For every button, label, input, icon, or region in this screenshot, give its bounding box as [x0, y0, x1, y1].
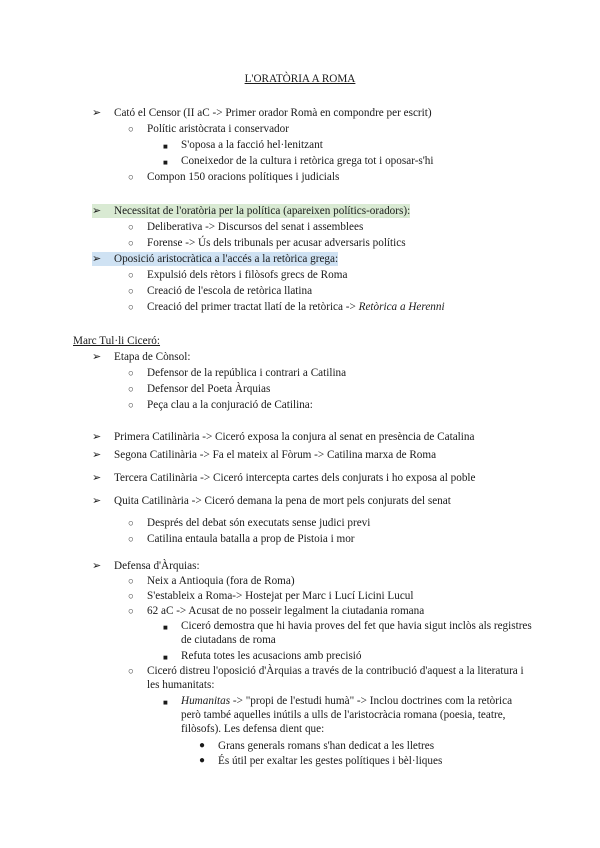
- arrow-bullet-icon: ➢: [92, 472, 102, 484]
- list-item: [128, 268, 347, 282]
- arrow-bullet-icon: ➢: [92, 449, 102, 461]
- list-item-text: Neix a Antioquia (fora de Roma): [147, 575, 295, 587]
- list-item: [128, 664, 538, 692]
- circle-bullet-icon: ○: [128, 401, 134, 411]
- list-item: [163, 154, 434, 168]
- list-item: [128, 284, 312, 298]
- list-item-text: Peça clau a la conjuració de Catilina:: [147, 399, 313, 411]
- list-item: [92, 448, 436, 462]
- page-title: L'ORATÒRIA A ROMA: [244, 73, 356, 85]
- circle-bullet-icon: ○: [128, 519, 134, 529]
- list-item-text: Quita Catilinària -> Ciceró demana la pena de mort pels conjurats del senat: [114, 495, 451, 507]
- list-item: [199, 754, 442, 768]
- circle-bullet-icon: ○: [128, 271, 134, 281]
- arrow-bullet-icon: ➢: [92, 252, 106, 266]
- list-item: [128, 220, 363, 234]
- circle-bullet-icon: ○: [128, 223, 134, 233]
- dot-bullet-icon: ●: [199, 755, 206, 766]
- square-bullet-icon: ■: [163, 158, 168, 167]
- circle-bullet-icon: ○: [128, 287, 134, 297]
- list-item-text: Forense -> Ús dels tribunals per acusar adversaris polítics: [147, 237, 406, 249]
- circle-bullet-icon: ○: [128, 607, 134, 617]
- list-item-text: Deliberativa -> Discursos del senat i assemblees: [147, 221, 364, 233]
- list-item-text: Tercera Catilinària -> Ciceró intercepta cartes dels conjurats i ho exposa al poble: [114, 472, 476, 484]
- circle-bullet-icon: ○: [128, 239, 134, 249]
- list-item-text: S'estableix a Roma-> Hostejat per Marc i Lucí Licini Lucul: [147, 590, 414, 602]
- list-item: [128, 398, 313, 412]
- list-item-text: Després del debat són executats sense judici previ: [147, 517, 371, 529]
- list-item: [92, 350, 190, 364]
- list-item: [128, 604, 424, 618]
- list-item: [92, 106, 432, 120]
- treatise-title: Retòrica a Herenni: [358, 301, 445, 313]
- list-item-text: Segona Catilinària -> Fa el mateix al Fòrum -> Catilina marxa de Roma: [114, 449, 437, 461]
- list-item-text: Defensor del Poeta Àrquias: [147, 383, 271, 395]
- oposicio-heading: Oposició aristocràtica a l'accés a la retòrica grega:: [106, 252, 338, 266]
- circle-bullet-icon: ○: [128, 592, 134, 602]
- list-item-text: Refuta totes les acusacions amb precisió: [181, 650, 362, 662]
- square-bullet-icon: ■: [163, 698, 168, 707]
- list-item: [92, 430, 474, 444]
- square-bullet-icon: ■: [163, 653, 168, 662]
- list-item: [128, 122, 289, 136]
- list-item: [128, 366, 346, 380]
- arrow-bullet-icon: ➢: [92, 431, 102, 443]
- list-item-text: Catilina entaula batalla a prop de Pistoia i mor: [147, 533, 355, 545]
- list-item-text: -> "propi de l'estudi humà" -> Inclou doctrines com la retòrica però també aquelles inútils a ulls de l'aristocràcia romana (poesia, teatre, filòsofs). Les defensa dient que:: [181, 695, 513, 735]
- arrow-bullet-icon: ➢: [92, 495, 102, 507]
- circle-bullet-icon: ○: [128, 535, 134, 545]
- list-item: [128, 516, 370, 530]
- list-item: [92, 494, 451, 508]
- list-item: [128, 382, 270, 396]
- arrow-bullet-icon: ➢: [92, 351, 102, 363]
- list-item: [199, 739, 434, 753]
- list-item-text: S'oposa a la facció hel·lenitzant: [181, 139, 323, 151]
- list-item-text: Compon 150 oracions polítiques i judicials: [147, 171, 340, 183]
- dot-bullet-icon: ●: [199, 740, 206, 751]
- list-item-text: Creació del primer tractat llatí de la retòrica ->: [147, 301, 359, 313]
- list-item: [92, 204, 410, 218]
- list-item-text: Creació de l'escola de retòrica llatina: [147, 285, 313, 297]
- list-item-text: Defensor de la república i contrari a Catilina: [147, 367, 347, 379]
- circle-bullet-icon: ○: [128, 125, 134, 135]
- list-item-text: Expulsió dels rètors i filòsofs grecs de Roma: [147, 269, 348, 281]
- circle-bullet-icon: ○: [128, 385, 134, 395]
- list-item: [128, 589, 414, 603]
- list-item-text: Grans generals romans s'han dedicat a les lletres: [218, 740, 435, 752]
- list-item: [128, 574, 295, 588]
- list-item: [92, 559, 200, 573]
- cato-heading: Cató el Censor (II aC -> Primer orador Romà en compondre per escrit): [114, 107, 432, 119]
- section-heading: Marc Tul·li Ciceró:: [73, 335, 161, 347]
- list-item-text: Ciceró distreu l'oposició d'Àrquias a través de la contribució d'aquest a la literatura i les humanitats:: [147, 665, 524, 691]
- list-item: [128, 532, 355, 546]
- list-item: [163, 649, 362, 663]
- necessitat-heading: Necessitat de l'oratòria per la política (apareixen polítics-oradors):: [106, 204, 410, 218]
- circle-bullet-icon: ○: [128, 667, 134, 677]
- list-item: [163, 619, 533, 647]
- list-item: [128, 170, 339, 184]
- circle-bullet-icon: ○: [128, 173, 134, 183]
- circle-bullet-icon: ○: [128, 369, 134, 379]
- list-item: [128, 300, 445, 314]
- list-item-text: Primera Catilinària -> Ciceró exposa la conjura al senat en presència de Catalina: [114, 431, 475, 443]
- list-item-text: És útil per exaltar les gestes polítiques i bèl·liques: [218, 755, 443, 767]
- list-item-text: Etapa de Cònsol:: [114, 351, 191, 363]
- list-item-text: Polític aristòcrata i conservador: [147, 123, 289, 135]
- list-item-text: Coneixedor de la cultura i retòrica grega tot i oposar-s'hi: [181, 155, 434, 167]
- arrow-bullet-icon: ➢: [92, 204, 106, 218]
- square-bullet-icon: ■: [163, 142, 168, 151]
- arrow-bullet-icon: ➢: [92, 107, 102, 119]
- square-bullet-icon: ■: [163, 623, 168, 632]
- circle-bullet-icon: ○: [128, 303, 134, 313]
- list-item: [92, 252, 338, 266]
- list-item: [163, 138, 323, 152]
- arrow-bullet-icon: ➢: [92, 560, 102, 572]
- humanitas-term: Humanitas: [181, 695, 231, 707]
- list-item: [92, 471, 476, 485]
- list-item-text: 62 aC -> Acusat de no posseir legalment la ciutadania romana: [147, 605, 425, 617]
- list-item-text: Ciceró demostra que hi havia proves del fet que havia sigut inclòs als registres de ciutadans de roma: [181, 620, 532, 646]
- circle-bullet-icon: ○: [128, 577, 134, 587]
- list-item: [163, 694, 533, 736]
- list-item-text: Defensa d'Àrquias:: [114, 560, 200, 572]
- list-item: [128, 236, 406, 250]
